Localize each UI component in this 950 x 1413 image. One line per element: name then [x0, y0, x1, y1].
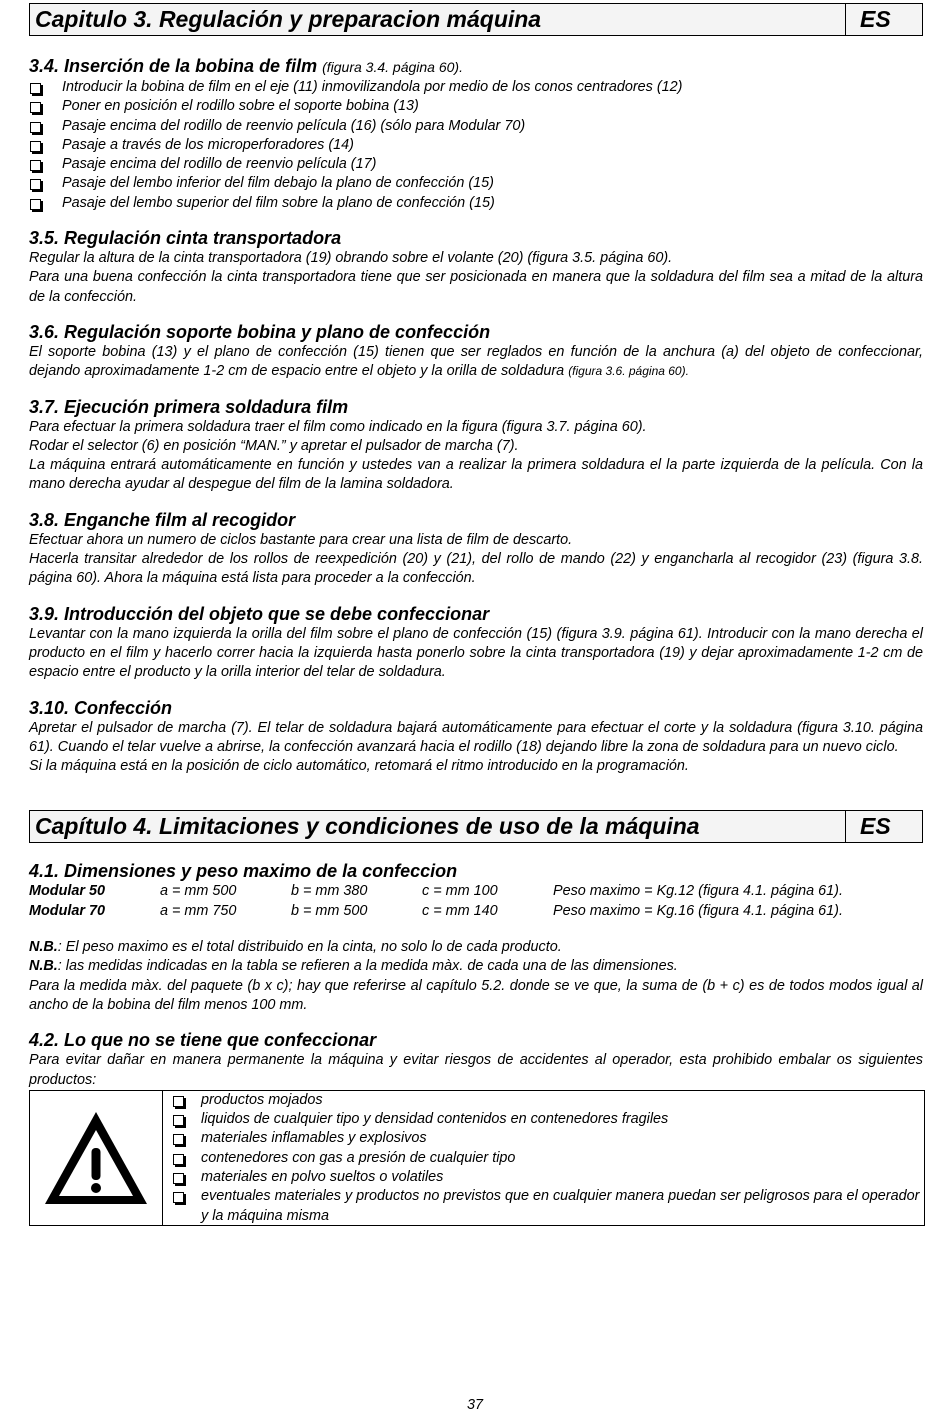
dimension-a: a = mm 750 — [160, 902, 237, 919]
section-3-6-title: 3.6. Regulación soporte bobina y plano de confección — [29, 321, 491, 342]
checkbox-bullet-icon — [173, 1173, 184, 1184]
paragraph: Hacerla transitar alrededor de los rollos de reexpedición (20) y (21), del rollo de mando (22) y engancharla al recogidor (23) (figura 3.8. página 60). Ahora la máquina está lista para proceder a la confección. — [29, 551, 923, 587]
list-item: Pasaje encima del rodillo de reenvio película (17) — [29, 155, 923, 174]
prohibited-products-table — [29, 1090, 925, 1226]
model-name: Modular 50 — [29, 883, 105, 900]
list-item: Pasaje encima del rodillo de reenvio película (16) (sólo para Modular 70) — [29, 117, 923, 136]
checkbox-bullet-icon — [30, 141, 41, 152]
manual-page — [29, 3, 923, 1226]
section-3-7-title: 3.7. Ejecución primera soldadura film — [29, 396, 349, 417]
dimension-b: b = mm 380 — [291, 883, 368, 900]
page-number: 37 — [466, 1397, 483, 1413]
model-name: Modular 70 — [29, 902, 105, 919]
paragraph: Levantar con la mano izquierda la orilla del film sobre el plano de confección (15) (figura 3.9. página 61). Introducir con la mano derecha el producto en el film y hacerlo correr hacia la izquierda hasta ponerlo sobre la cinta transportadora (19) y dejar aproximadamente 1-2 cm de espacio entre el producto y la orilla interior del telar de soldadura. — [29, 625, 923, 681]
list-item: Poner en posición el rodillo sobre el soporte bobina (13) — [29, 97, 923, 116]
section-3-4-title: 3.4. Inserción de la bobina de film (figura 3.4. página 60). — [29, 56, 463, 76]
checkbox-bullet-icon — [173, 1192, 184, 1203]
list-item: productos mojados — [163, 1091, 924, 1110]
list-item: eventuales materiales y productos no previstos que en cualquier manera puedan ser peligrosos para el operador y la máquina misma — [163, 1187, 924, 1226]
section-3-9-title: 3.9. Introducción del objeto que se debe confeccionar — [29, 603, 490, 624]
warning-cell — [30, 1091, 163, 1225]
list-item: materiales en polvo sueltos o volatiles — [163, 1168, 924, 1187]
chapter-title: Capitulo 3. Regulación y preparacion máquina — [30, 4, 846, 35]
paragraph: El soporte bobina (13) y el plano de confección (15) tienen que ser reglados en función de la anchura (a) del objeto de confeccionar, dejando aproximadamente 1-2 cm de espacio entre el objeto y la orilla de soldadura (figura 3.6. página 60). — [29, 343, 923, 380]
paragraph: La máquina entrará automáticamente en función y ustedes van a realizar la primera soldadura el la parte izquierda de la película. Con la mano derecha ayudar al despegue del film de la lamina soldadora. — [29, 457, 923, 493]
dimension-c: c = mm 140 — [422, 902, 498, 919]
prohibited-products-list — [163, 1091, 924, 1225]
paragraph: Rodar el selector (6) en posición “MAN.” y apretar el pulsador de marcha (7). — [29, 437, 519, 454]
figure-reference: (figura 3.6. página 60). — [568, 364, 689, 379]
checkbox-bullet-icon — [173, 1134, 184, 1145]
max-weight: Peso maximo = Kg.12 (figura 4.1. página 61). — [553, 883, 843, 900]
dimension-b: b = mm 500 — [291, 902, 368, 919]
section-4-1-title: 4.1. Dimensiones y peso maximo de la confeccion — [29, 861, 458, 882]
chapter-title: Capítulo 4. Limitaciones y condiciones de uso de la máquina — [30, 811, 846, 842]
section-3-8-title: 3.8. Enganche film al recogidor — [29, 509, 296, 530]
paragraph: Regular la altura de la cinta transportadora (19) obrando sobre el volante (20) (figura 3.5. página 60). — [29, 250, 673, 267]
checkbox-bullet-icon — [30, 102, 41, 113]
checkbox-bullet-icon — [30, 199, 41, 210]
list-item: Pasaje a través de los microperforadores (14) — [29, 136, 923, 155]
figure-reference: (figura 3.4. página 60). — [322, 59, 463, 75]
dimension-a: a = mm 500 — [160, 883, 237, 900]
paragraph: Si la máquina está en la posición de ciclo automático, retomará el ritmo introducido en la programación. — [29, 758, 689, 775]
section-3-5-title: 3.5. Regulación cinta transportadora — [29, 228, 342, 249]
paragraph: Para la medida màx. del paquete (b x c); hay que referirse al capítulo 5.2. donde se ve que, la suma de (b + c) es de todos modos igual al ancho de la bobina del film menos 100 mm. — [29, 977, 923, 1013]
paragraph: Para una buena confección la cinta transportadora tiene que ser posicionada en manera que la soldadura del film sea a mitad de la altura de la confección. — [29, 269, 923, 305]
paragraph: Apretar el pulsador de marcha (7). El telar de soldadura bajará automáticamente para efectuar el corte y la soldadura (figura 3.10. página 61). Cuando el telar vuelve a abrirse, la confección avanzará hacia el rodillo (18) dejando libre la zona de soldadura para un nuevo ciclo. — [29, 719, 923, 755]
language-code: ES — [860, 6, 891, 32]
language-code: ES — [860, 813, 891, 840]
chapter-3-header — [29, 3, 923, 36]
checkbox-bullet-icon — [30, 179, 41, 190]
list-item: materiales inflamables y explosivos — [163, 1129, 924, 1148]
warning-triangle-icon — [41, 1108, 151, 1208]
max-weight: Peso maximo = Kg.16 (figura 4.1. página 61). — [553, 902, 843, 919]
checkbox-bullet-icon — [173, 1096, 184, 1107]
dimension-c: c = mm 100 — [422, 883, 498, 900]
list-item: Pasaje del lembo superior del film sobre la plano de confección (15) — [29, 194, 923, 213]
paragraph: Para efectuar la primera soldadura traer el film como indicado en la figura (figura 3.7. página 60). — [29, 418, 647, 435]
dimensions-table — [29, 882, 923, 921]
checkbox-bullet-icon — [173, 1115, 184, 1126]
list-item: liquidos de cualquier tipo y densidad contenidos en contenedores fragiles — [163, 1110, 924, 1129]
note: N.B.: las medidas indicadas en la tabla se refieren a la medida màx. de cada una de las dimensiones. — [29, 958, 678, 975]
list-item: contenedores con gas a presión de cualquier tipo — [163, 1149, 924, 1168]
section-3-4-steps — [29, 78, 923, 213]
paragraph: Para evitar dañar en manera permanente la máquina y evitar riesgos de accidentes al operador, esta prohibido embalar os siguientes productos: — [29, 1052, 923, 1088]
note: N.B.: El peso maximo es el total distribuido en la cinta, no solo lo de cada producto. — [29, 939, 562, 956]
checkbox-bullet-icon — [30, 122, 41, 133]
section-4-2-title: 4.2. Lo que no se tiene que confeccionar — [29, 1030, 377, 1051]
list-item: Pasaje del lembo inferior del film debajo la plano de confección (15) — [29, 174, 923, 193]
checkbox-bullet-icon — [30, 160, 41, 171]
paragraph: Efectuar ahora un numero de ciclos bastante para crear una lista de film de descarto. — [29, 531, 573, 548]
section-3-10-title: 3.10. Confección — [29, 697, 173, 718]
checkbox-bullet-icon — [30, 83, 41, 94]
list-item: Introducir la bobina de film en el eje (11) inmovilizandola por medio de los conos centradores (12) — [29, 78, 923, 97]
chapter-4-header — [29, 810, 923, 843]
checkbox-bullet-icon — [173, 1154, 184, 1165]
